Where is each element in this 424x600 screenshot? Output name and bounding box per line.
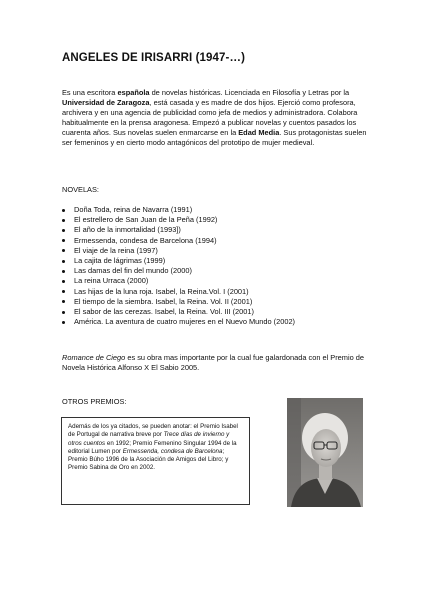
awards-text-2: en 1992; Premio Femenino Singular 1994 de la editorial Lumen por xyxy=(68,439,237,455)
novel-list-item xyxy=(62,205,382,215)
bio-link-universidad[interactable]: Universidad de Zaragoza xyxy=(62,98,150,108)
bio-link-espanola[interactable]: española xyxy=(117,88,150,97)
novel-title: Doña Toda, reina de Navarra (1991) xyxy=(74,205,193,214)
bullet-icon xyxy=(62,311,65,314)
novel-title: El tiempo de la siembra. Isabel, la Reina. Vol. II (2001) xyxy=(74,296,253,306)
author-photo-image xyxy=(287,398,363,507)
bullet-icon xyxy=(62,209,65,212)
novel-title: El año de la inmortalidad (1993]) xyxy=(74,225,181,235)
bullet-icon xyxy=(62,321,65,324)
novel-title: Ermessenda, condesa de Barcelona (1994) xyxy=(74,235,217,245)
novel-list-item xyxy=(62,307,382,317)
awards-heading: OTROS PREMIOS: xyxy=(62,397,127,406)
awards-text-1: Además de los ya citados, se pueden anotar: el Premio Isabel de Portugal de narrativa breve por xyxy=(68,423,238,439)
novel-title: Las hijas de la luna roja. Isabel, la Reina.Vol. I (2001) xyxy=(74,286,249,296)
bullet-icon xyxy=(62,300,65,303)
romance-text: es su obra mas importante por la cual fue galardonada con el Premio de Novela Histórica Alfonso X El Sabio 2005. xyxy=(62,353,364,373)
page-title: ANGELES DE IRISARRI (1947-…) xyxy=(62,52,245,64)
romance-paragraph xyxy=(62,353,372,373)
bullet-icon xyxy=(62,229,65,232)
novel-list-item xyxy=(62,225,382,235)
bullet-icon xyxy=(62,280,65,283)
novel-list-item xyxy=(62,287,382,297)
awards-textbox xyxy=(61,417,250,505)
romance-title: Romance de Ciego xyxy=(62,353,126,362)
bullet-icon xyxy=(62,290,65,293)
bullet-icon xyxy=(62,270,65,273)
novel-list-item xyxy=(62,297,382,307)
novel-title: El viaje de la reina (1997) xyxy=(74,245,158,255)
novel-title: La reina Urraca (2000) xyxy=(74,276,149,286)
bio-text-1: Es una escritora xyxy=(62,88,118,97)
novels-list xyxy=(62,205,382,327)
novel-list-item xyxy=(62,266,382,276)
bullet-icon xyxy=(62,249,65,252)
bio-text-4: . Sus protagonistas suelen ser femeninos y en cierto modo antagónicos del prototipo de mujer medieval. xyxy=(62,128,367,148)
novel-title: El estrellero de San Juan de la Peña (1992) xyxy=(74,215,218,225)
novel-list-item xyxy=(62,317,382,327)
novel-list-item xyxy=(62,236,382,246)
awards-text-3: ; Premio Búho 1996 de la Asociación de Amigos del Libro; y Premio Sabina de Oro en 2002. xyxy=(68,447,229,472)
biography-paragraph xyxy=(62,88,372,149)
novel-list-item xyxy=(62,256,382,266)
awards-book-2: Ermessenda, condesa de Barcelona xyxy=(122,447,223,455)
bullet-icon xyxy=(62,219,65,222)
novel-list-item xyxy=(62,246,382,256)
bio-text-3: , está casada y es madre de dos hijos. Ejerció como profesora, archivera y en una agencia de publicidad como jefa de medios y administradora. Colabora habitualmente en la prensa aragonesa. Empezó a publicar novelas y cuentos pasados los cuarenta años. Sus novelas suelen enmarcarse en la xyxy=(62,98,358,138)
novels-heading: NOVELAS: xyxy=(62,185,99,194)
awards-book-1: Trece días de invierno y otros cuentos xyxy=(68,431,230,447)
bullet-icon xyxy=(62,260,65,263)
bio-link-edad-media[interactable]: Edad Media xyxy=(238,128,280,138)
bio-text-2: de novelas históricas. Licenciada en Filosofía y Letras por la xyxy=(149,88,350,97)
author-photo xyxy=(287,398,363,507)
novel-title: La cajita de lágrimas (1999) xyxy=(74,256,166,266)
bullet-icon xyxy=(62,239,65,242)
novel-title: América. La aventura de cuatro mujeres en el Nuevo Mundo (2002) xyxy=(74,317,296,327)
novel-list-item xyxy=(62,215,382,225)
novel-list-item xyxy=(62,276,382,286)
novel-title: El sabor de las cerezas. Isabel, la Reina. Vol. III (2001) xyxy=(74,307,254,317)
novel-title: Las damas del fin del mundo (2000) xyxy=(74,266,192,276)
